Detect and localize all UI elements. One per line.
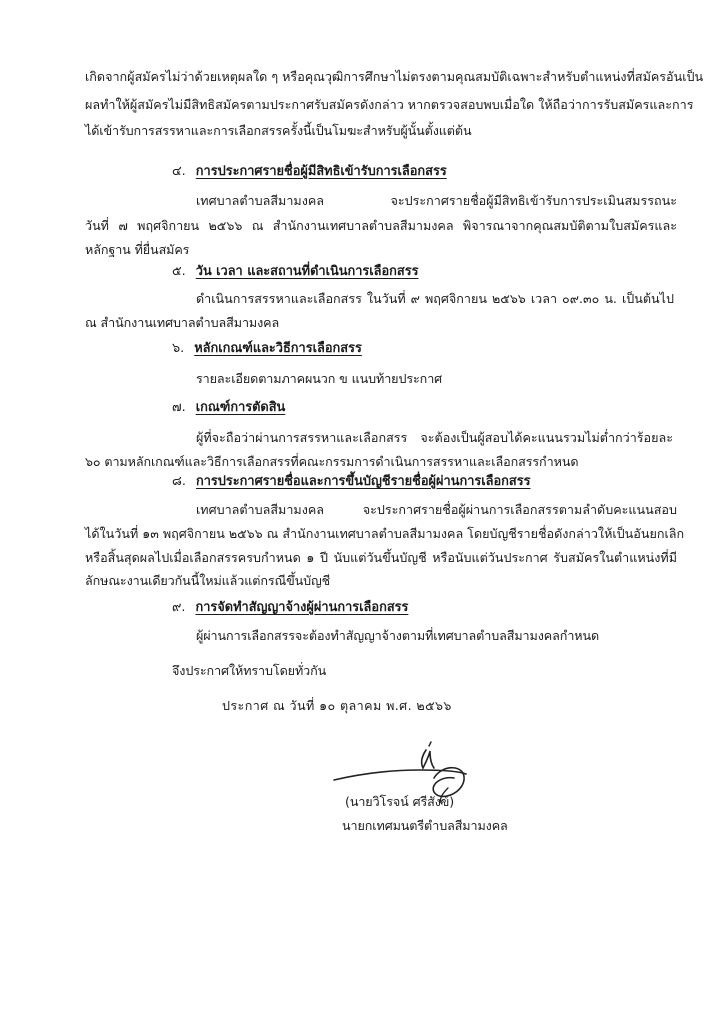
section-8-heading	[172, 473, 530, 491]
section-number: ๗.	[172, 400, 186, 415]
section-8-line-2: ได้ในวันที่ ๑๓ พฤศจิกายน ๒๕๖๖ ณ สำนักงานเทศบาลตำบลสีมามงคล โดยบัญชีรายชื่อดังกล่าวให้เป็นอันยกเลิก	[85, 526, 685, 541]
section-number: ๙.	[172, 600, 186, 615]
announcement-date: ประกาศ ณ วันที่ ๑๐ ตุลาคม พ.ศ. ๒๕๖๖	[222, 698, 452, 713]
section-title: การจัดทำสัญญาจ้างผู้ผ่านการเลือกสรร	[195, 600, 409, 615]
section-title: เกณฑ์การตัดสิน	[195, 400, 286, 415]
closing-announce: จึงประกาศให้ทราบโดยทั่วกัน	[172, 663, 327, 678]
section-5-line-1: ดำเนินการสรรหาและเลือกสรร ในวันที่ ๙ พฤศจิกายน ๒๕๖๖ เวลา ๐๙.๓๐ น. เป็นต้นไป	[196, 291, 674, 306]
section-number: ๕.	[172, 264, 186, 279]
section-number: ๔.	[172, 164, 186, 179]
section-title: การประกาศรายชื่อผู้มีสิทธิเข้ารับการเลือกสรร	[195, 164, 447, 179]
intro-line-3: ได้เข้ารับการสรรหาและการเลือกสรรครั้งนี้เป็นโมฆะสำหรับผู้นั้นตั้งแต่ต้น	[85, 123, 472, 138]
section-4-line-2: วันที่ ๗ พฤศจิกายน ๒๕๖๖ ณ สำนักงานเทศบาลตำบลสีมามงคล พิจารณาจากคุณสมบัติตามใบสมัครและ	[85, 218, 677, 233]
section-5-heading	[172, 263, 418, 281]
section-7-line-1: ผู้ที่จะถือว่าผ่านการสรรหาและเลือกสรร จะต้องเป็นผู้สอบได้คะแนนรวมไม่ต่ำกว่าร้อยละ	[196, 430, 673, 445]
section-title: หลักเกณฑ์และวิธีการเลือกสรร	[194, 341, 362, 356]
section-7-heading	[172, 399, 285, 417]
section-9-line-1: ผู้ผ่านการเลือกสรรจะต้องทำสัญญาจ้างตามที่เทศบาลตำบลสีมามงคลกำหนด	[196, 628, 600, 643]
signatory-name: (นายวิโรจน์ ศรีสังข์)	[345, 794, 455, 809]
section-8-line-3: หรือสิ้นสุดผลไปเมื่อเลือกสรรครบกำหนด ๑ ปี นับแต่วันขึ้นบัญชี หรือนับแต่วันประกาศ รับสมัครในตำแหน่งที่มี	[85, 550, 677, 565]
section-4-line-1: เทศบาลตำบลสีมามงคล จะประกาศรายชื่อผู้มีสิทธิเข้ารับการประเมินสมรรถนะ	[196, 193, 677, 208]
signatory-position: นายกเทศมนตรีตำบลสีมามงคล	[342, 818, 508, 833]
intro-line-1: เกิดจากผู้สมัครไม่ว่าด้วยเหตุผลใด ๆ หรือคุณวุฒิการศึกษาไม่ตรงตามคุณสมบัติเฉพาะสำหรับตำแหน่งที่สมัครอันเป็น	[85, 69, 704, 84]
section-number: ๘.	[172, 474, 186, 489]
section-5-line-2: ณ สำนักงานเทศบาลตำบลสีมามงคล	[85, 315, 280, 330]
section-4-line-3: หลักฐาน ที่ยื่นสมัคร	[85, 242, 190, 257]
section-number: ๖.	[172, 341, 185, 356]
section-6-line-1: รายละเอียดตามภาคผนวก ข แนบท้ายประกาศ	[196, 371, 443, 386]
section-title: วัน เวลา และสถานที่ดำเนินการเลือกสรร	[195, 264, 419, 279]
section-8-line-1: เทศบาลตำบลสีมามงคล จะประกาศรายชื่อผู้ผ่านการเลือกสรรตามลำดับคะแนนสอบ	[196, 502, 677, 517]
section-7-line-2: ๖๐ ตามหลักเกณฑ์และวิธีการเลือกสรรที่คณะกรรมการดำเนินการสรรหาและเลือกสรรกำหนด	[85, 454, 579, 469]
section-4-heading	[172, 163, 447, 181]
section-title: การประกาศรายชื่อและการขึ้นบัญชีรายชื่อผู้ผ่านการเลือกสรร	[195, 474, 531, 489]
intro-line-2: ผลทำให้ผู้สมัครไม่มีสิทธิสมัครตามประกาศรับสมัครดังกล่าว หากตรวจสอบพบเมื่อใด ให้ถือว่าการรับสมัครและการ	[85, 97, 694, 112]
section-8-line-4: ลักษณะงานเดียวกันนี้ใหม่แล้วแต่กรณีขึ้นบัญชี	[85, 573, 331, 588]
section-9-heading	[172, 599, 408, 617]
section-6-heading	[172, 340, 362, 358]
